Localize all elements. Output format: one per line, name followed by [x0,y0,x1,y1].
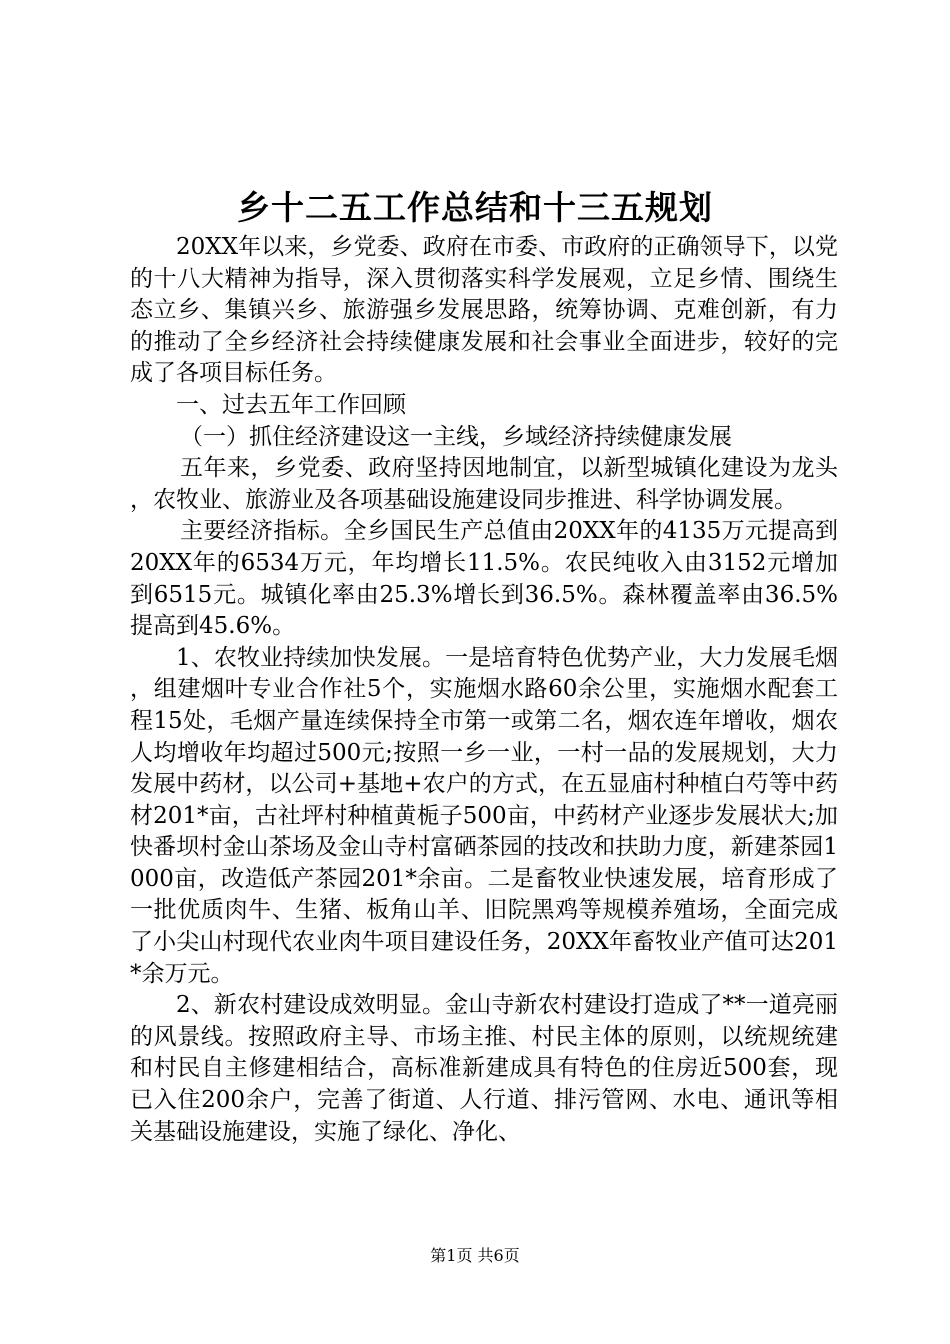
paragraph-new-village: 2、新农村建设成效明显。金山寺新农村建设打造成了**一道亮丽的风景线。按照政府主导、市场主推、村民主体的原则，以统规统建和村民自主修建相结合，高标准新建成具有特色的住房近500套，现已入住200余户，完善了街道、人行道、排污管网、水电、通讯等相关基础设施建设，实施了绿化、净化、 [130,992,838,1145]
paragraph-agriculture: 1、农牧业持续加快发展。一是培育特色优势产业，大力发展毛烟，组建烟叶专业合作社5个，实施烟水路60余公里，实施烟水配套工程15处，毛烟产量连续保持全市第一或第二名，烟农连年增收，烟农人均增收年均超过500元;按照一乡一业，一村一品的发展规划，大力发展中药材，以公司+基地+农户的方式，在五显庙村种植白芍等中药材201*亩，古社坪村种植黄栀子500亩，中药材产业逐步发展状大;加快番坝村金山茶场及金山寺村富硒茶园的技改和扶助力度，新建茶园1000亩，改造低产茶园201*余亩。二是畜牧业快速发展，培育形成了一批优质肉牛、生猪、板角山羊、旧院黑鸡等规模养殖场，全面完成了小尖山村现代农业肉牛项目建设任务，20XX年畜牧业产值可达201*余万元。 [130,644,838,987]
paragraph-intro: 20XX年以来，乡党委、政府在市委、市政府的正确领导下，以党的十八大精神为指导，深入贯彻落实科学发展观，立足乡情、围绕生态立乡、集镇兴乡、旅游强乡发展思路，统筹协调、克难创新，有力的推动了全乡经济社会持续健康发展和社会事业全面进步，较好的完成了各项目标任务。 [130,234,838,387]
paragraph-overview: 五年来，乡党委、政府坚持因地制宜，以新型城镇化建设为龙头，农牧业、旅游业及各项基础设施建设同步推进、科学协调发展。 [130,455,838,513]
section-heading: 一、过去五年工作回顾 [176,391,406,418]
page-footer: 第1页 共6页 [430,1246,520,1265]
document-title: 乡十二五工作总结和十三五规划 [237,188,713,227]
paragraph-indicators: 主要经济指标。全乡国民生产总值由20XX年的4135万元提高到20XX年的6534万元，年均增长11.5%。农民纯收入由3152元增加到6515元。城镇化率由25.3%增长到36.5%。森林覆盖率由36.5%提高到45.6%。 [130,518,838,640]
document-body [130,232,838,1148]
subsection-heading: （一）抓住经济建设这一主线，乡域经济持续健康发展 [180,423,732,450]
